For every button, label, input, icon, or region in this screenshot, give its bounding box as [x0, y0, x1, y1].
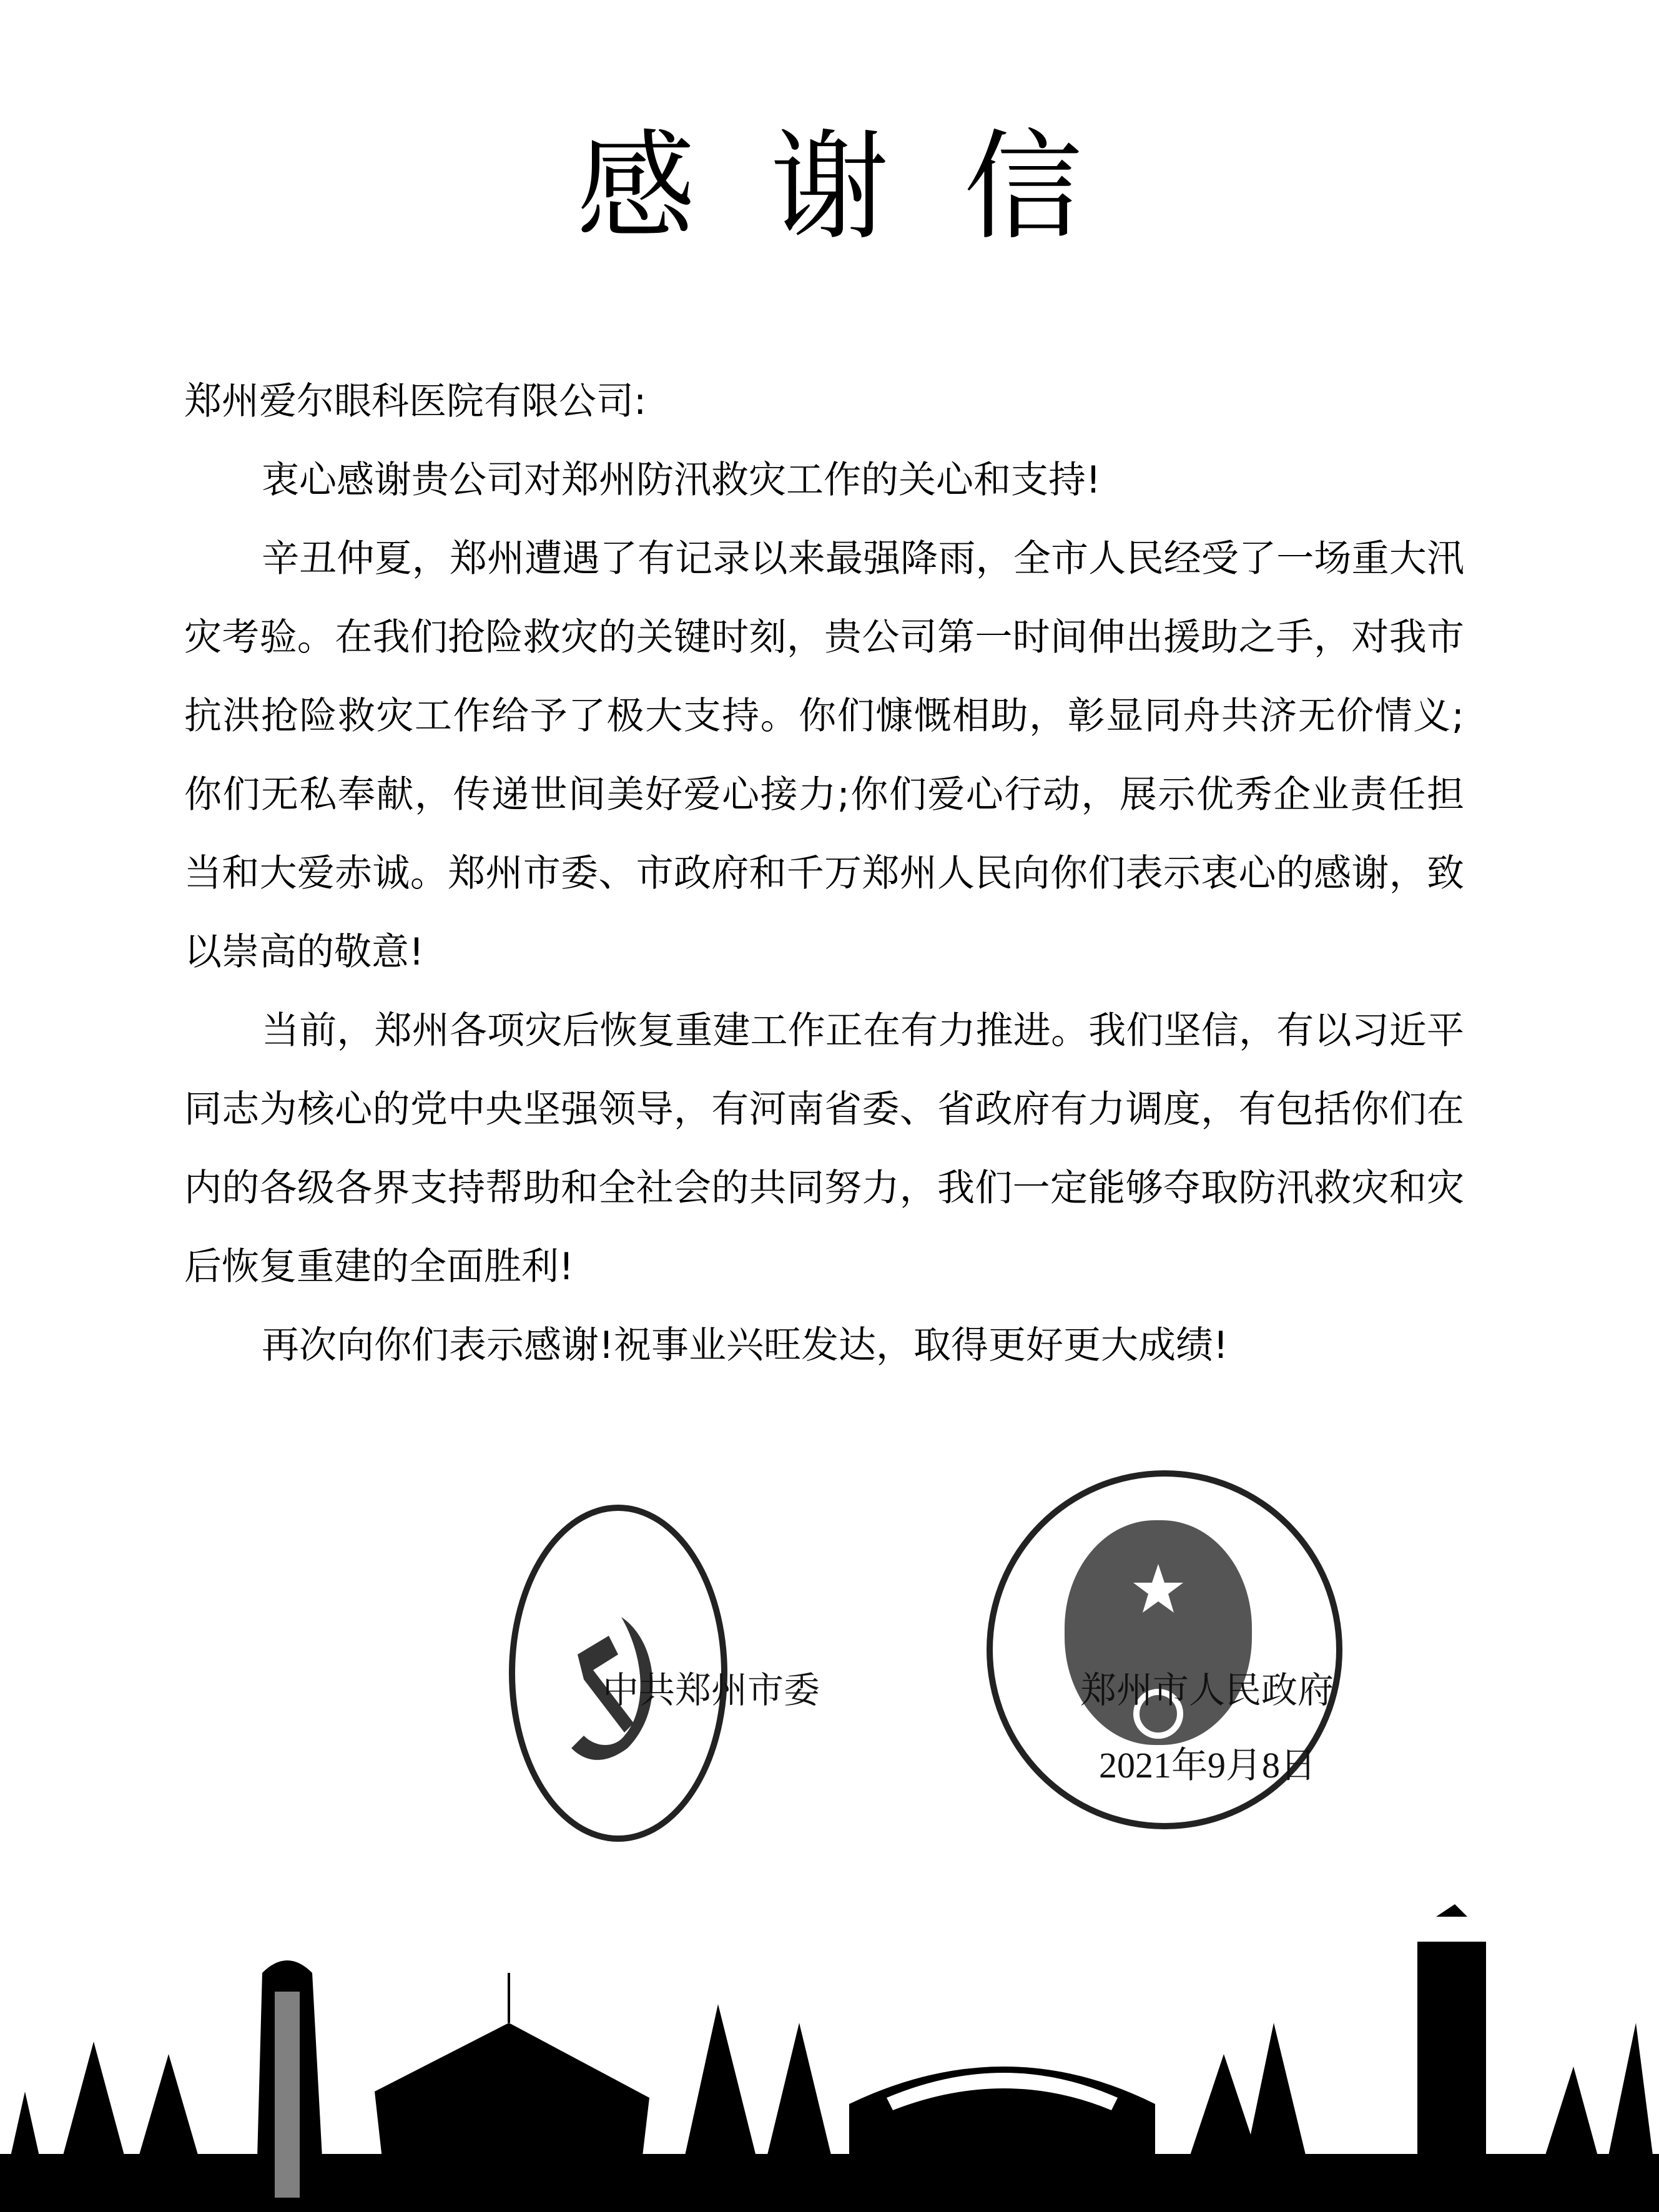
letter-title: 感谢信: [576, 118, 1158, 256]
paragraph-2: 辛丑仲夏，郑州遭遇了有记录以来最强降雨，全市人民经受了一场重大汛灾考验。在我们抢险救灾的关键时刻，贵公司第一时间伸出援助之手，对我市抗洪抢险救灾工作给予了极大支持。你们慷慨相助，彰显同舟共济无价情义;你们无私奉献，传递世间美好爱心接力;你们爱心行动，展示优秀企业责任担当和大爱赤诚。郑州市委、市政府和千万郑州人民向你们表示衷心的感谢，致以崇高的敬意!: [184, 537, 1464, 974]
letter-date: 2021年9月8日: [1099, 1745, 1317, 1786]
paragraph-4: 再次向你们表示感谢!祝事业兴旺发达，取得更好更大成绩!: [262, 1324, 1229, 1367]
salutation: 郑州爱尔眼科医院有限公司:: [184, 380, 647, 423]
letter-body: [184, 362, 1464, 1385]
paragraph-1: 衷心感谢贵公司对郑州防汛救灾工作的关心和支持!: [262, 458, 1101, 502]
city-skyline-illustration: [0, 1904, 1659, 2212]
paragraph-3: 当前，郑州各项灾后恢复重建工作正在有力推进。我们坚信，有以习近平同志为核心的党中央坚强领导，有河南省委、省政府有力调度，有包括你们在内的各级各界支持帮助和全社会的共同努力，我们一定能够夺取防汛救灾和灾后恢复重建的全面胜利!: [184, 1009, 1464, 1289]
party-committee-signature: 中共郑州市委: [603, 1670, 820, 1711]
government-signature: 郑州市人民政府: [1080, 1670, 1334, 1711]
